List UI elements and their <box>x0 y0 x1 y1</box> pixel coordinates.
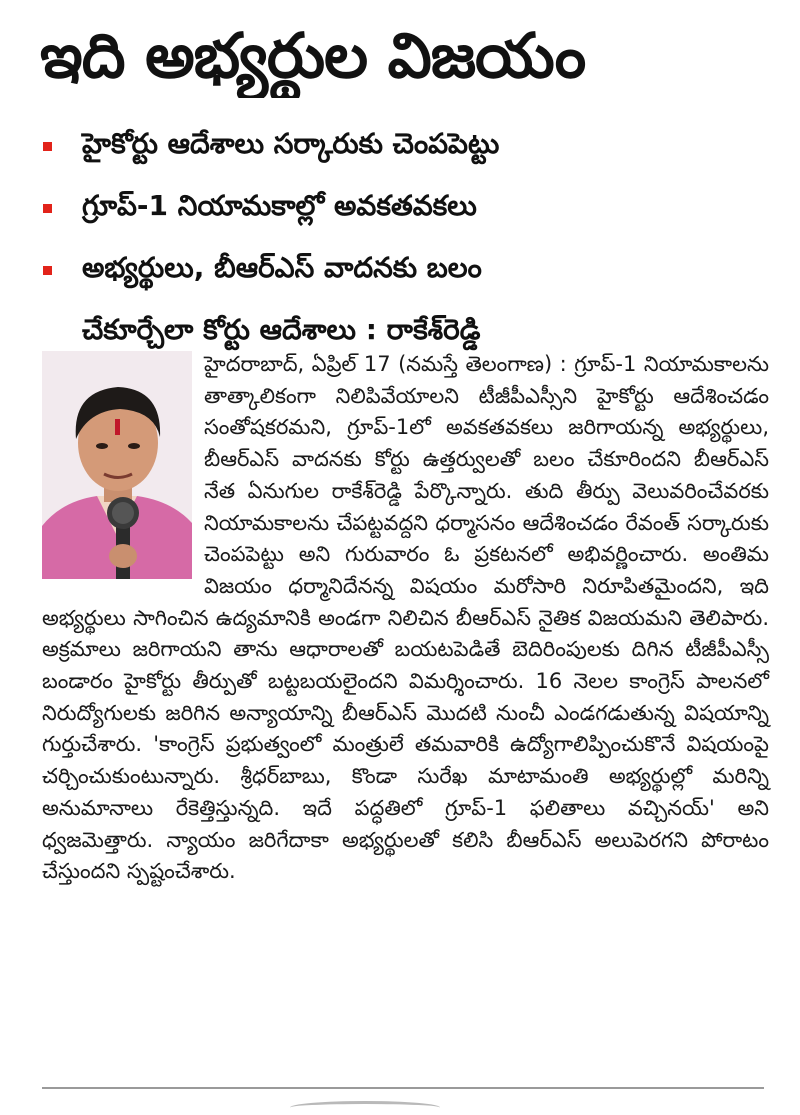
bullet-text: అభ్యర్థులు, బీఆర్ఎస్ వాదనకు బలం <box>82 251 482 284</box>
bullet-text: హైకోర్టు ఆదేశాలు సర్కారుకు చెంపపెట్టు <box>82 127 500 160</box>
article-body <box>42 349 769 888</box>
bullet-item <box>40 240 770 302</box>
headline: ఇది అభ్యర్థుల విజయం <box>40 19 586 92</box>
bottom-divider <box>42 1087 764 1089</box>
bullet-item <box>40 178 770 240</box>
article-text: గ్రూప్-1 నియామకాలను తాత్కాలికంగా నిలిపివేయాలని టీజీపీఎస్సీని హైకోర్టు ఆదేశించడం సంతోషకరమని, గ్రూప్-1లో అవకతవకలు జరిగాయన్న అభ్యర్థులు, బీఆర్ఎస్ వాదనకు కోర్టు ఉత్తర్వులతో బలం చేకూరిందని బీఆర్ఎస్ నేత ఏనుగుల రాకేశ్‌రెడ్డి పేర్కొన్నారు. తుది తీర్పు వెలువరించేవరకు నియామకాలను చేపట్టవద్దని ధర్మాసనం ఆదేశించడం రేవంత్ సర్కారుకు చెంపపెట్టు అని గురువారం ఓ ప్రకటనలో అభివర్ణించారు. అంతిమ విజయం ధర్మానిదేనన్న విషయం మరోసారి నిరూపితమైందని, ఇది అభ్యర్థులు సాగించిన ఉద్యమానికి అండగా నిలిచిన బీఆర్ఎస్ నైతిక విజయమని తెలిపారు. అక్రమాలు జరిగాయని తాను ఆధారాలతో బయటపెడితే బెదిరింపులకు దిగిన టీజీపీఎస్సీ బండారం హైకోర్టు తీర్పుతో బట్టబయలైందని విమర్శించారు. 16 నెలల కాంగ్రెస్ పాలనలో నిరుద్యోగులకు జరిగిన అన్యాయాన్ని బీఆర్ఎస్ మొదటి నుంచీ ఎండగడుతున్న విషయాన్ని గుర్తుచేశారు. 'కాంగ్రెస్ ప్రభుత్వంలో మంత్రులే తమవారికి ఉద్యోగాలిప్పించుకొనే విషయంపై చర్చించుకుంటున్నారు. శ్రీధర్‌బాబు, కొండా సురేఖ మాటామంతి అభ్యర్థుల్లో మరిన్ని అనుమానాలు రేకెత్తిస్తున్నది. ఇదే పద్ధతిలో గ్రూప్-1 ఫలితాలు వచ్చినయ్' అని ధ్వజమెత్తారు. న్యాయం జరిగేదాకా అభ్యర్థులతో కలిసి బీఆర్ఎస్ అలుపెరగని పోరాటం చేస్తుందని స్పష్టంచేశారు. <box>42 352 769 884</box>
bullet-text: గ్రూప్-1 నియామకాల్లో అవకతవకలు <box>82 189 477 222</box>
photo-spacer <box>42 349 204 579</box>
bullet-item <box>40 116 770 178</box>
bullet-continuation-text: చేకూర్చేలా కోర్టు ఆదేశాలు : రాకేశ్‌రెడ్డి <box>82 313 481 346</box>
bullet-square-icon <box>43 204 52 213</box>
bullet-list <box>40 116 770 360</box>
bottom-cropped-mark <box>290 1101 440 1114</box>
bullet-square-icon <box>43 266 52 275</box>
article-dateline: హైదరాబాద్, ఏప్రిల్ 17 (నమస్తే తెలంగాణ) : <box>204 352 567 376</box>
bullet-square-icon <box>43 142 52 151</box>
